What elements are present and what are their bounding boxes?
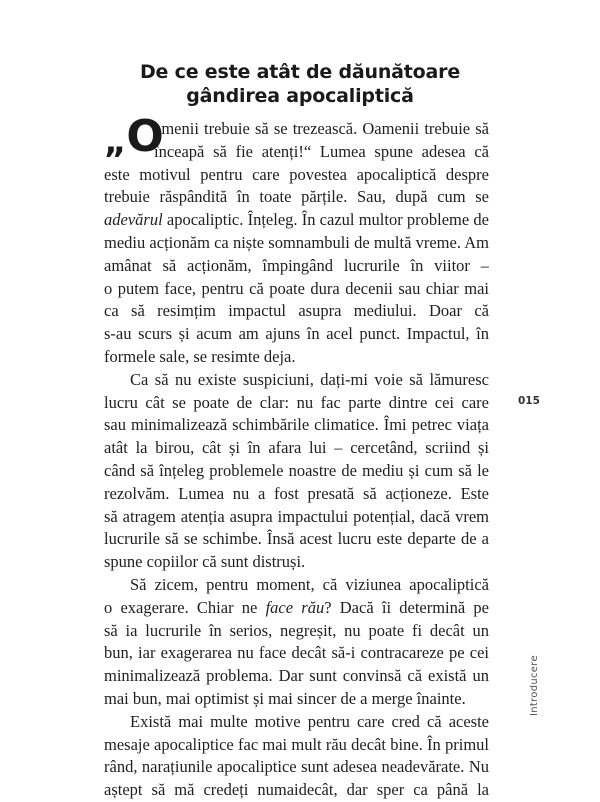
text-line: Ca să nu existe suspiciuni, dați-mi voie să lămuresc bbox=[130, 369, 489, 389]
running-header: Introducere bbox=[529, 655, 540, 716]
text-line: lucrurile să se schimbe. Însă acest lucru este departe de a bbox=[104, 529, 489, 549]
text-line: bun, iar exagerarea nu face decât să-i contracareze pe cei bbox=[104, 643, 489, 663]
text-line: minimalizează problema. Dar sunt convinsă că există un bbox=[104, 666, 489, 686]
text-run: ? Dacă îi determină pe bbox=[324, 597, 489, 617]
emphasis: adevărul bbox=[104, 210, 163, 230]
text-line: mediu acționăm ca niște somnambuli de multă vreme. Am bbox=[104, 232, 489, 252]
text-line bbox=[104, 597, 489, 620]
text-line: s-au scurs și acum am ajuns în acel punct. Impactul, în bbox=[104, 324, 489, 344]
paragraph-1 bbox=[104, 111, 489, 369]
text-line: este motivul pentru care povestea apocaliptică despre bbox=[104, 164, 489, 184]
drop-cap bbox=[104, 112, 164, 165]
text-line: spune copiilor că sunt distruși. bbox=[104, 552, 306, 572]
text-line: înceapă să fie atenți!“ Lumea spune adesea că bbox=[154, 141, 489, 161]
text-line: să ia lucrurile în serios, negreșit, nu poate fi decât un bbox=[104, 620, 489, 640]
text-line: amânat să acționăm, împingând lucrurile în viitor – bbox=[104, 255, 489, 275]
text-line: aștept să mă credeți numaidecât, dar sper ca până la bbox=[104, 780, 489, 800]
text-line: rând, narațiunile apocaliptice sunt adesea neadevărate. Nu bbox=[104, 757, 489, 777]
paragraph-2 bbox=[104, 369, 489, 574]
paragraph-4 bbox=[104, 711, 489, 802]
text-line: ca să resimțim impactul asupra mediului. Doar că bbox=[104, 301, 489, 321]
text-line: Există mai multe motive pentru care cred că aceste bbox=[130, 711, 489, 731]
body-text bbox=[104, 111, 489, 802]
paragraph-3 bbox=[104, 574, 489, 711]
text-line: mesaje apocaliptice fac mai mult rău decât bine. În primul bbox=[104, 734, 489, 754]
text-line: atât la birou, cât și în afara lui – cercetând, scriind și bbox=[104, 438, 489, 458]
emphasis: face rău bbox=[265, 597, 325, 617]
drop-cap-quote: „ bbox=[104, 122, 127, 162]
text-line bbox=[104, 209, 489, 232]
text-run: apocaliptic. Înțeleg. În cazul multor probleme de bbox=[162, 210, 489, 230]
text-line: să atragem atenția asupra impactului potențial, dacă vrem bbox=[104, 506, 489, 526]
page-title-line-1: De ce este atât de dăunătoare bbox=[139, 60, 461, 83]
text-line: o putem face, pentru că poate dura decenii sau chiar mai bbox=[104, 278, 489, 298]
text-line: lucru cât se poate de clar: nu fac parte dintre cei care bbox=[104, 392, 489, 412]
drop-cap-letter: O bbox=[126, 111, 164, 162]
text-line: când să înțeleg problemele noastre de mediu și cum să le bbox=[104, 460, 489, 480]
text-line: formele sale, se resimte deja. bbox=[104, 346, 296, 366]
text-line: amenii trebuie să se trezească. Oamenii trebuie să bbox=[154, 119, 489, 138]
text-line: sau minimalizează schimbările climatice. Îmi petrec viața bbox=[104, 415, 489, 435]
text-run: o exagerare. Chiar ne bbox=[104, 597, 266, 617]
text-line: mai bun, mai optimist și mai sincer de a merge înainte. bbox=[104, 688, 466, 708]
text-line: trebuie răspândită în toate părțile. Sau, după cum se bbox=[104, 187, 489, 207]
page-title bbox=[0, 60, 600, 108]
page-number: 015 bbox=[518, 395, 540, 407]
text-line: Să zicem, pentru moment, că viziunea apocaliptică bbox=[130, 574, 489, 594]
text-line: rezolvăm. Lumea nu a fost presată să acționeze. Este bbox=[104, 483, 489, 503]
page-title-line-2: gândirea apocaliptică bbox=[186, 84, 414, 107]
